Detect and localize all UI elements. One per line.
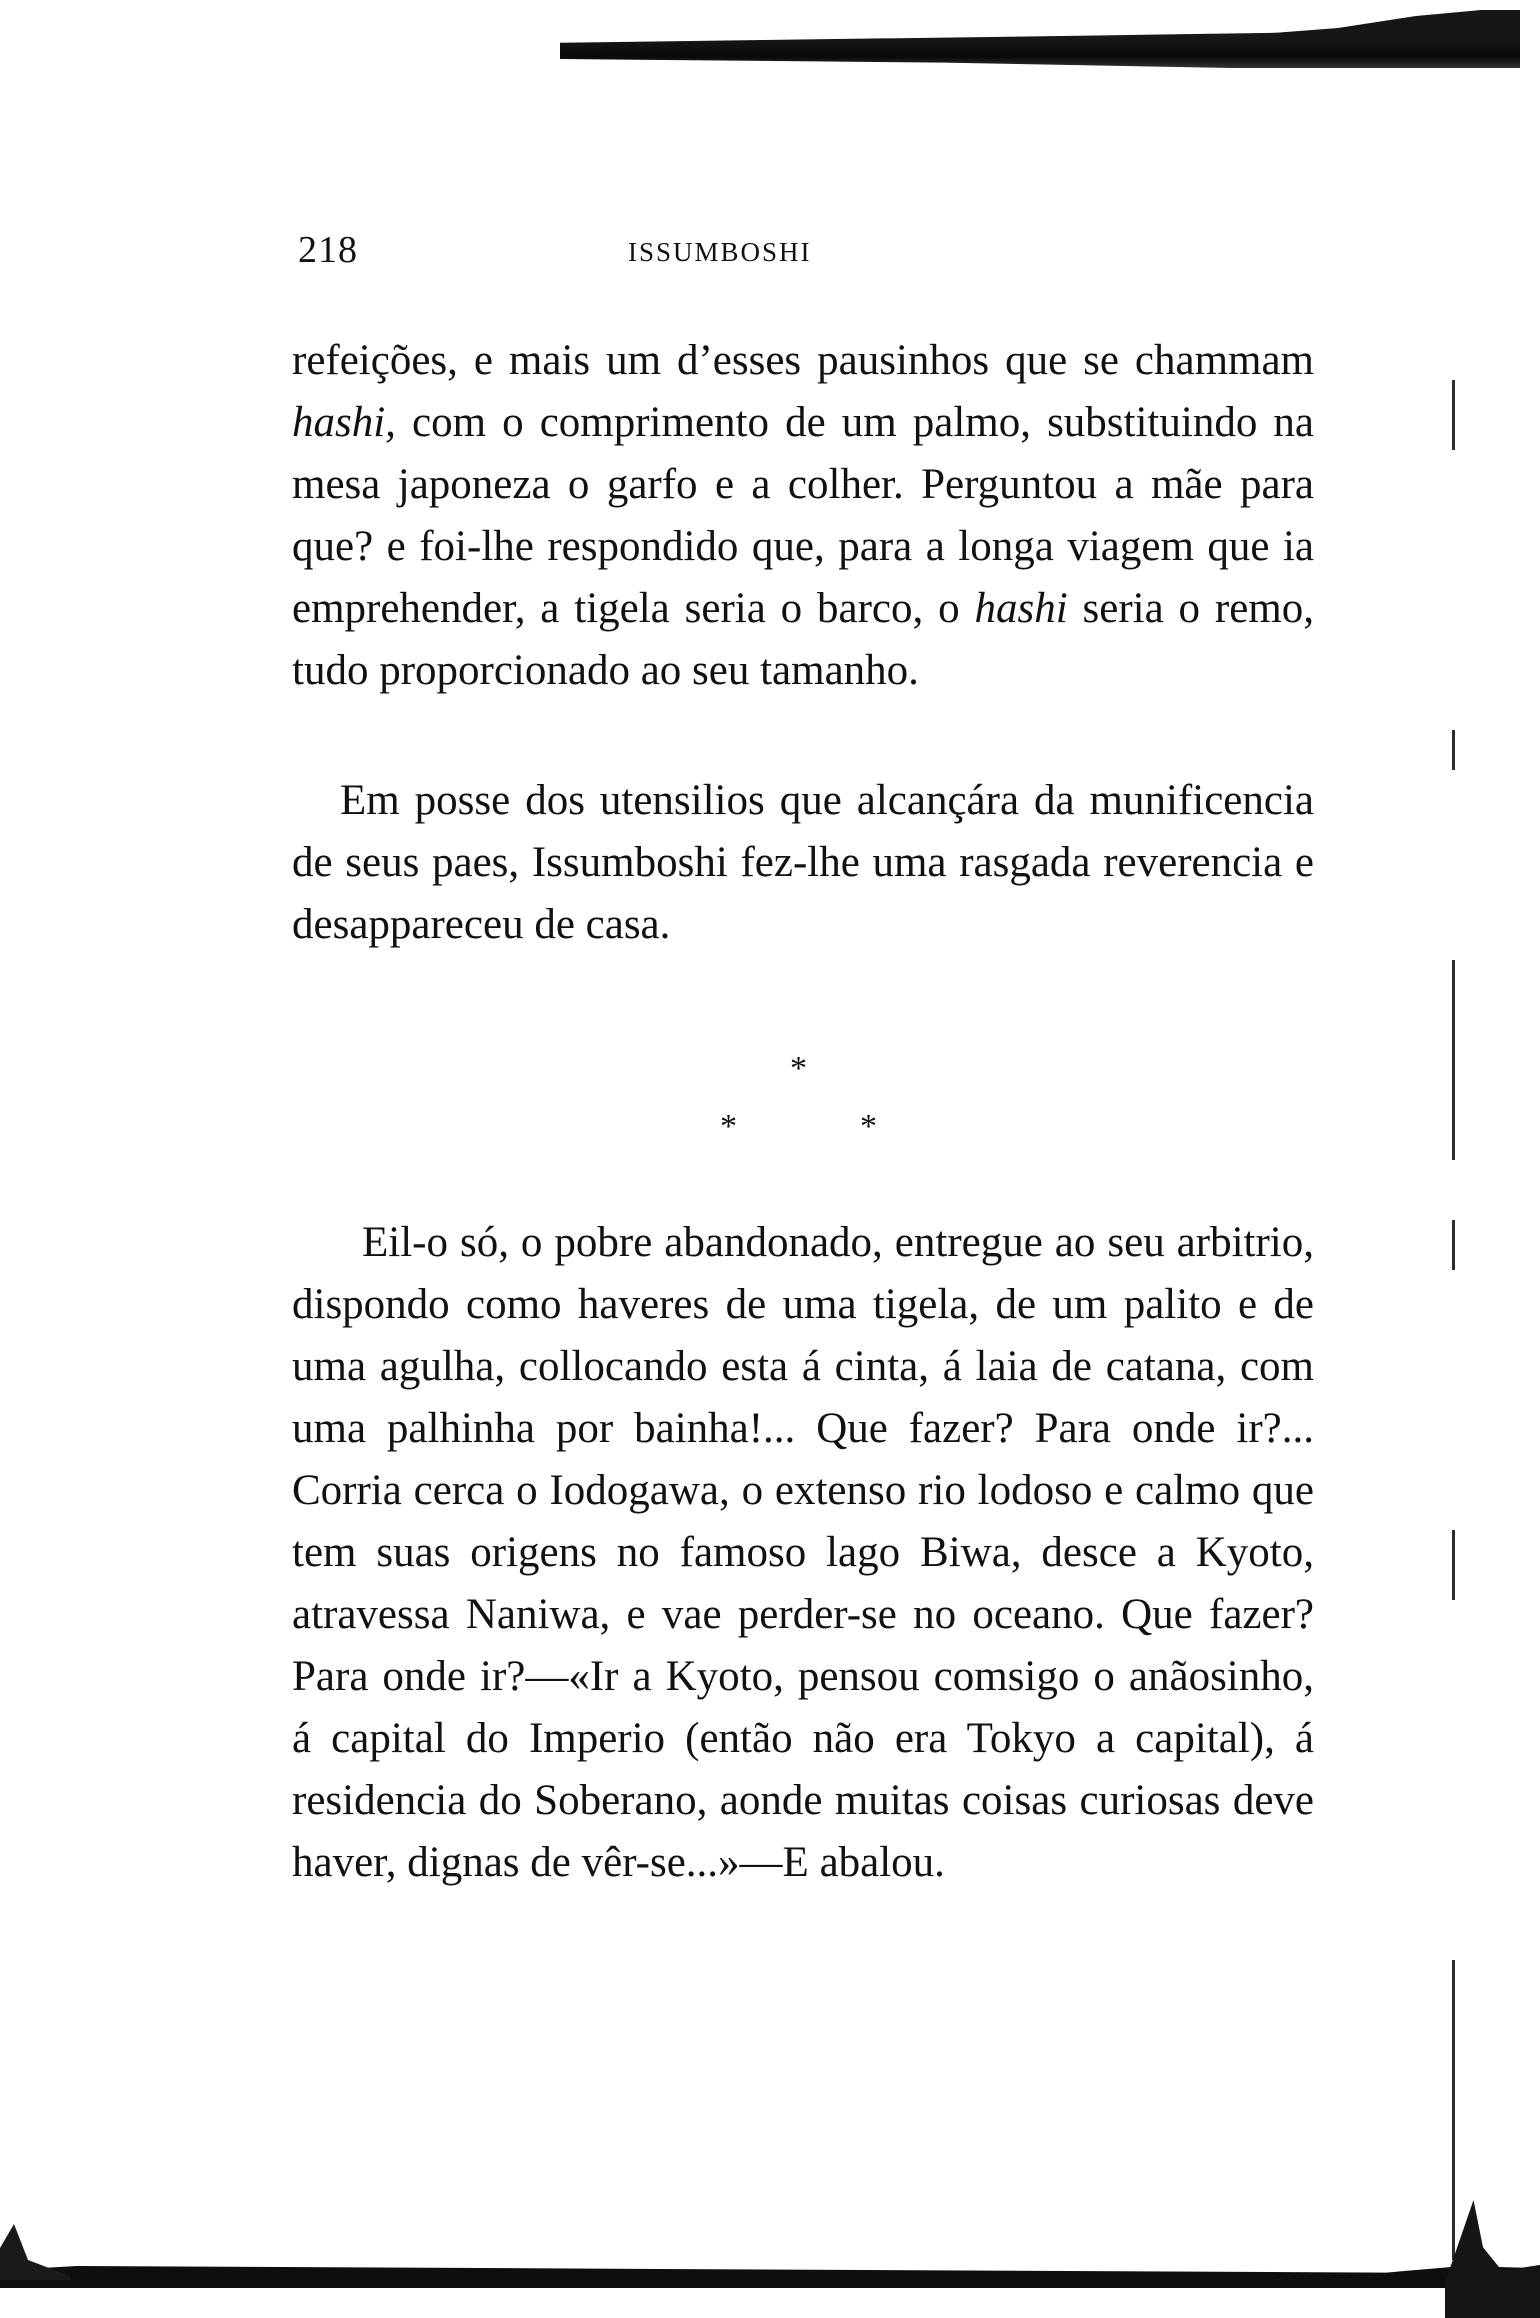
scan-border-top-corner (1260, 10, 1520, 40)
asterism-star-right: * (860, 1108, 877, 1145)
page-number: 218 (298, 229, 358, 271)
italic-term: hashi (974, 585, 1068, 632)
scan-edge-mark (1452, 380, 1455, 450)
paragraph-3-text: Eil-o só, o pobre abandonado, entregue ao seu arbitrio, dispondo como haveres de uma tigela, de um palito e de uma agulha, collocando esta á cinta, á laia de catana, com uma palhinha por bainha!... Que fazer? Para onde ir?... Corria cerca o Iodogawa, o extenso rio lodoso e calmo que tem suas origens no famoso lago Biwa, desce a Kyoto, atravessa Naniwa, e vae perder-se no oceano. Que fazer? Para onde ir?—«Ir a Kyoto, pensou comsigo o anãosinho, á capital do Imperio (então não era Tokyo a capital), á residencia do Soberano, aonde muitas coisas curiosas deve haver, dignas de vêr-se...»—E abalou. (292, 1219, 1314, 1886)
asterism-star-left: * (720, 1108, 737, 1145)
scan-edge-mark (1452, 1530, 1455, 1600)
paragraph-2 (292, 770, 1314, 956)
paragraph-1 (292, 330, 1314, 702)
italic-term: hashi, (292, 399, 396, 446)
paragraph-1-text: refeições, e mais um d’esses pausinhos que se chammam hashi, com o comprimento de um palmo, substituindo na mesa japoneza o garfo e a colher. Perguntou a mãe para que? e foi-lhe respondido que, para a longa viagem que ia emprehender, a tigela seria o barco, o hashi seria o remo, tudo proporcionado ao seu tamanho. (292, 337, 1314, 694)
scan-border-bottom (0, 2266, 1540, 2288)
scan-edge-mark (1452, 1220, 1455, 1270)
scan-edge-mark (1452, 960, 1455, 1160)
scan-border-bottom-right (1445, 2200, 1540, 2318)
paragraph-3 (292, 1212, 1314, 1894)
scan-edge-mark (1452, 730, 1455, 770)
page-header (0, 228, 1540, 278)
paragraph-2-text: Em posse dos utensilios que alcançára da munificencia de seus paes, Issumboshi fez-lhe uma rasgada reverencia e desappareceu de casa. (292, 777, 1314, 948)
asterism-star-top: * (790, 1050, 807, 1087)
scan-edge-mark (1452, 1960, 1455, 2260)
running-title: ISSUMBOSHI (628, 237, 812, 267)
